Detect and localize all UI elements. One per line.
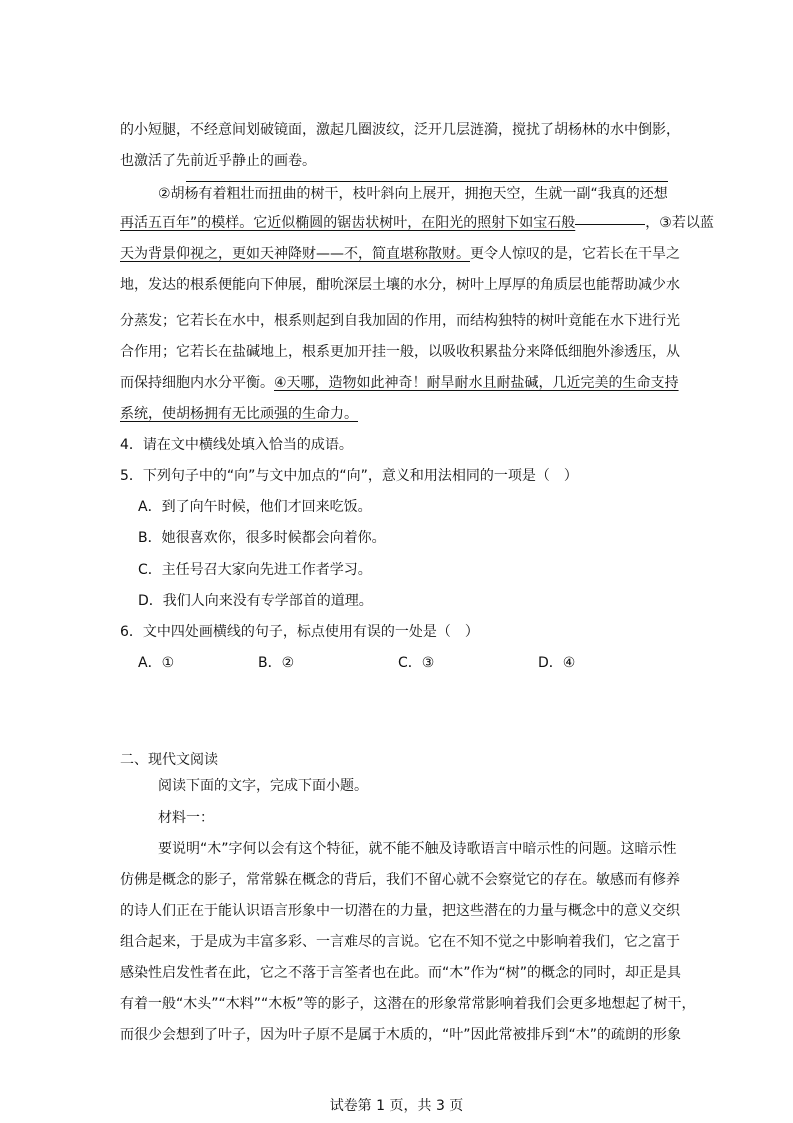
passage-line-3: [158, 184, 668, 204]
sentence-4-start: ④天哪，造物如此神奇！耐旱耐水且耐盐碱，几近完美的生命支持: [274, 375, 679, 391]
passage-line-2: 也激活了先前近乎静止的画卷。: [120, 153, 316, 169]
q6-option-c: C．③: [398, 655, 435, 671]
q6-option-b: B．②: [258, 655, 295, 671]
sentence-3-start: ，③若以蓝: [645, 215, 714, 231]
passage-line-7: 分蒸发；它若长在水中，根系则起到自我加固的作用，而结构独特的树叶竟能在水下进行光: [120, 313, 680, 329]
sentence-before-4: 而保持细胞内水分平衡。: [120, 375, 274, 391]
q5-option-d: D．我们人向来没有专学部首的道理。: [138, 593, 373, 609]
sentence-4-end: 系统，使胡杨拥有无比顽强的生命力。: [120, 406, 358, 422]
page-footer: 试卷第 1 页，共 3 页: [329, 1098, 464, 1114]
q6-option-d: D．④: [538, 655, 576, 671]
passage-line-6: 地，发达的根系便能向下伸展，酣吮深层土壤的水分，树叶上厚厚的角质层也能帮助减少水: [120, 277, 680, 293]
passage-line-5: [120, 244, 680, 264]
material-line-6: 有着一般“木头”“木料”“木板”等的影子，这潜在的形象常常影响着我们会更多地想起了树干，: [120, 996, 696, 1012]
section-heading: 二、现代文阅读: [120, 752, 218, 768]
passage-line-1: 的小短腿，不经意间划破镜面，激起几圈波纹，泛开几层涟漪，搅扰了胡杨林的水中倒影，: [120, 122, 680, 138]
q6-option-a: A．①: [138, 655, 175, 671]
material-line-7: 而很少会想到了叶子，因为叶子原不是属于木质的，“叶”因此常被排斥到“木”的疏朗的形象: [120, 1027, 682, 1043]
material-line-4: 组合起来，于是成为丰富多彩、一言难尽的言说。它在不知不觉之中影响着我们，它之富于: [120, 934, 680, 950]
material-line-3: 的诗人们正在于能认识语言形象中一切潜在的力量，把这些潜在的力量与概念中的意义交织: [120, 903, 680, 919]
passage-line-4: [120, 213, 714, 233]
q5-option-b: B．她很喜欢你，很多时候都会向着你。: [138, 530, 386, 546]
material-line-2: 仿佛是概念的影子，常常躲在概念的背后，我们不留心就不会察觉它的存在。敏感而有修养: [120, 872, 680, 888]
question-4: 4．请在文中横线处填入恰当的成语。: [120, 437, 353, 453]
q5-option-c: C．主任号召大家向先进工作者学习。: [138, 562, 372, 578]
section-instruction: 阅读下面的文字，完成下面小题。: [158, 778, 368, 794]
passage-line-10: [120, 404, 358, 424]
underline-sentence-2-top: [186, 181, 668, 182]
material-line-5: 感染性启发性者在此，它之不落于言筌者也在此。而“木”作为“树”的概念的同时，却正是具: [120, 965, 682, 981]
sentence-2-start: ②胡杨有着粗壮而扭曲的树干，枝叶斜向上展开，拥抱天空，生就一副“我真的还想: [158, 186, 668, 202]
sentence-2-end: 再活五百年”的模样。它近似椭圆的锯齿状树叶，在阳光的照射下如宝石般: [120, 215, 576, 231]
material-line-1: 要说明“木”字何以会有这个特征，就不能不触及诗歌语言中暗示性的问题。这暗示性: [158, 841, 677, 857]
sentence-after-3: 更令人惊叹的是，它若长在干旱之: [470, 246, 680, 262]
passage-line-8: 合作用；它若长在盐碱地上，根系更加开挂一般，以吸收积累盐分来降低细胞外渗透压，从: [120, 344, 680, 360]
passage-line-9: [120, 373, 679, 393]
sentence-3-end: 天为背景仰视之，更如天神降财——不，简直堪称散财。: [120, 246, 470, 262]
q5-option-a: A．到了向午时候，他们才回来吃饭。: [138, 499, 372, 515]
idiom-blank: [575, 223, 645, 225]
material-label: 材料一：: [158, 810, 214, 826]
question-5: 5．下列句子中的“向”与文中加点的“向”，意义和用法相同的一项是（ ）: [120, 468, 578, 484]
question-6: 6．文中四处画横线的句子，标点使用有误的一处是（ ）: [120, 624, 479, 640]
